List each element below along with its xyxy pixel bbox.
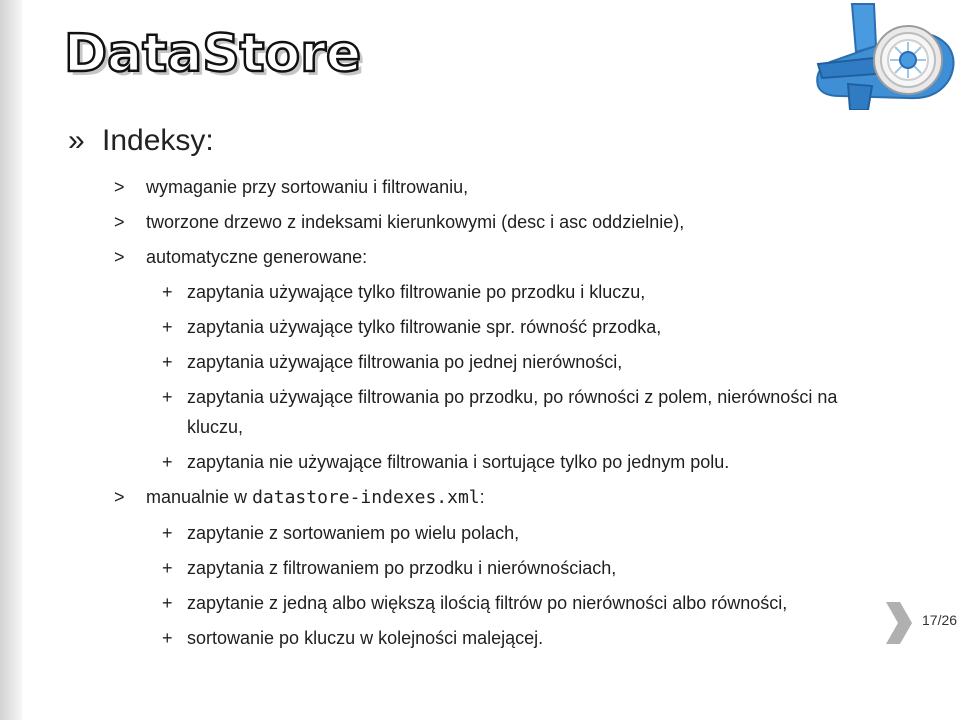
- sub-list-item: [68, 277, 868, 307]
- bullet: >: [114, 487, 125, 507]
- sub-list-item: [68, 518, 868, 548]
- bullet: >: [114, 177, 125, 197]
- item-text: wymaganie przy sortowaniu i filtrowaniu,: [146, 177, 469, 197]
- item-text: zapytanie z sortowaniem po wielu polach,: [187, 523, 520, 543]
- sub-list-item: [68, 347, 868, 377]
- bullet: +: [162, 387, 173, 407]
- item-text: zapytania nie używające filtrowania i sortujące tylko po jednym polu.: [187, 452, 730, 472]
- bullet: +: [162, 282, 173, 302]
- bullet: +: [162, 352, 173, 372]
- bullet: +: [162, 452, 173, 472]
- item-text: tworzone drzewo z indeksami kierunkowymi (desc i asc oddzielnie),: [146, 212, 685, 232]
- item-text: zapytania używające tylko filtrowanie spr. równość przodka,: [187, 317, 662, 337]
- page-number: 17/26: [922, 612, 958, 628]
- list-item: [68, 172, 868, 202]
- slide-title: DataStore: [64, 24, 362, 84]
- item-text: zapytania używające filtrowania po jednej nierówności,: [187, 352, 623, 372]
- list-item-manual: [68, 482, 868, 513]
- item-text: [146, 482, 485, 513]
- item-text: zapytania używające filtrowania po przodku, po równości z polem, nierówności na kluczu,: [187, 387, 838, 437]
- left-decorative-bar: [0, 0, 22, 720]
- bullet: >: [114, 212, 125, 232]
- bullet: +: [162, 523, 173, 543]
- slide-content: [68, 124, 868, 658]
- item-text: zapytania z filtrowaniem po przodku i nierównościach,: [187, 558, 617, 578]
- bullet: >: [114, 247, 125, 267]
- sub-list-item: [68, 447, 868, 477]
- list-item: [68, 242, 868, 272]
- heading-marker: »: [68, 124, 85, 157]
- bullet: +: [162, 317, 173, 337]
- bullet: +: [162, 593, 173, 613]
- app-engine-logo-icon: [812, 0, 960, 110]
- manual-text: manualnie w: [146, 487, 253, 507]
- heading-text: Indeksy:: [102, 124, 214, 157]
- item-text: zapytania używające tylko filtrowanie po przodku i kluczu,: [187, 282, 646, 302]
- bullet: +: [162, 558, 173, 578]
- item-text: sortowanie po kluczu w kolejności malejącej.: [187, 628, 544, 648]
- sub-list-item: [68, 588, 868, 618]
- sub-list-item: [68, 312, 868, 342]
- list-item: [68, 207, 868, 237]
- config-filename: datastore-indexes.xml: [252, 487, 480, 508]
- bullet: +: [162, 628, 173, 648]
- sub-list-item: [68, 382, 868, 442]
- manual-colon: :: [479, 487, 485, 507]
- sub-list-item: [68, 623, 868, 653]
- item-text: zapytanie z jedną albo większą ilością filtrów po nierówności albo równości,: [187, 593, 788, 613]
- sub-list-item: [68, 553, 868, 583]
- item-text: automatyczne generowane:: [146, 247, 368, 267]
- section-heading: [68, 124, 868, 158]
- chevron-right-icon[interactable]: [884, 600, 914, 646]
